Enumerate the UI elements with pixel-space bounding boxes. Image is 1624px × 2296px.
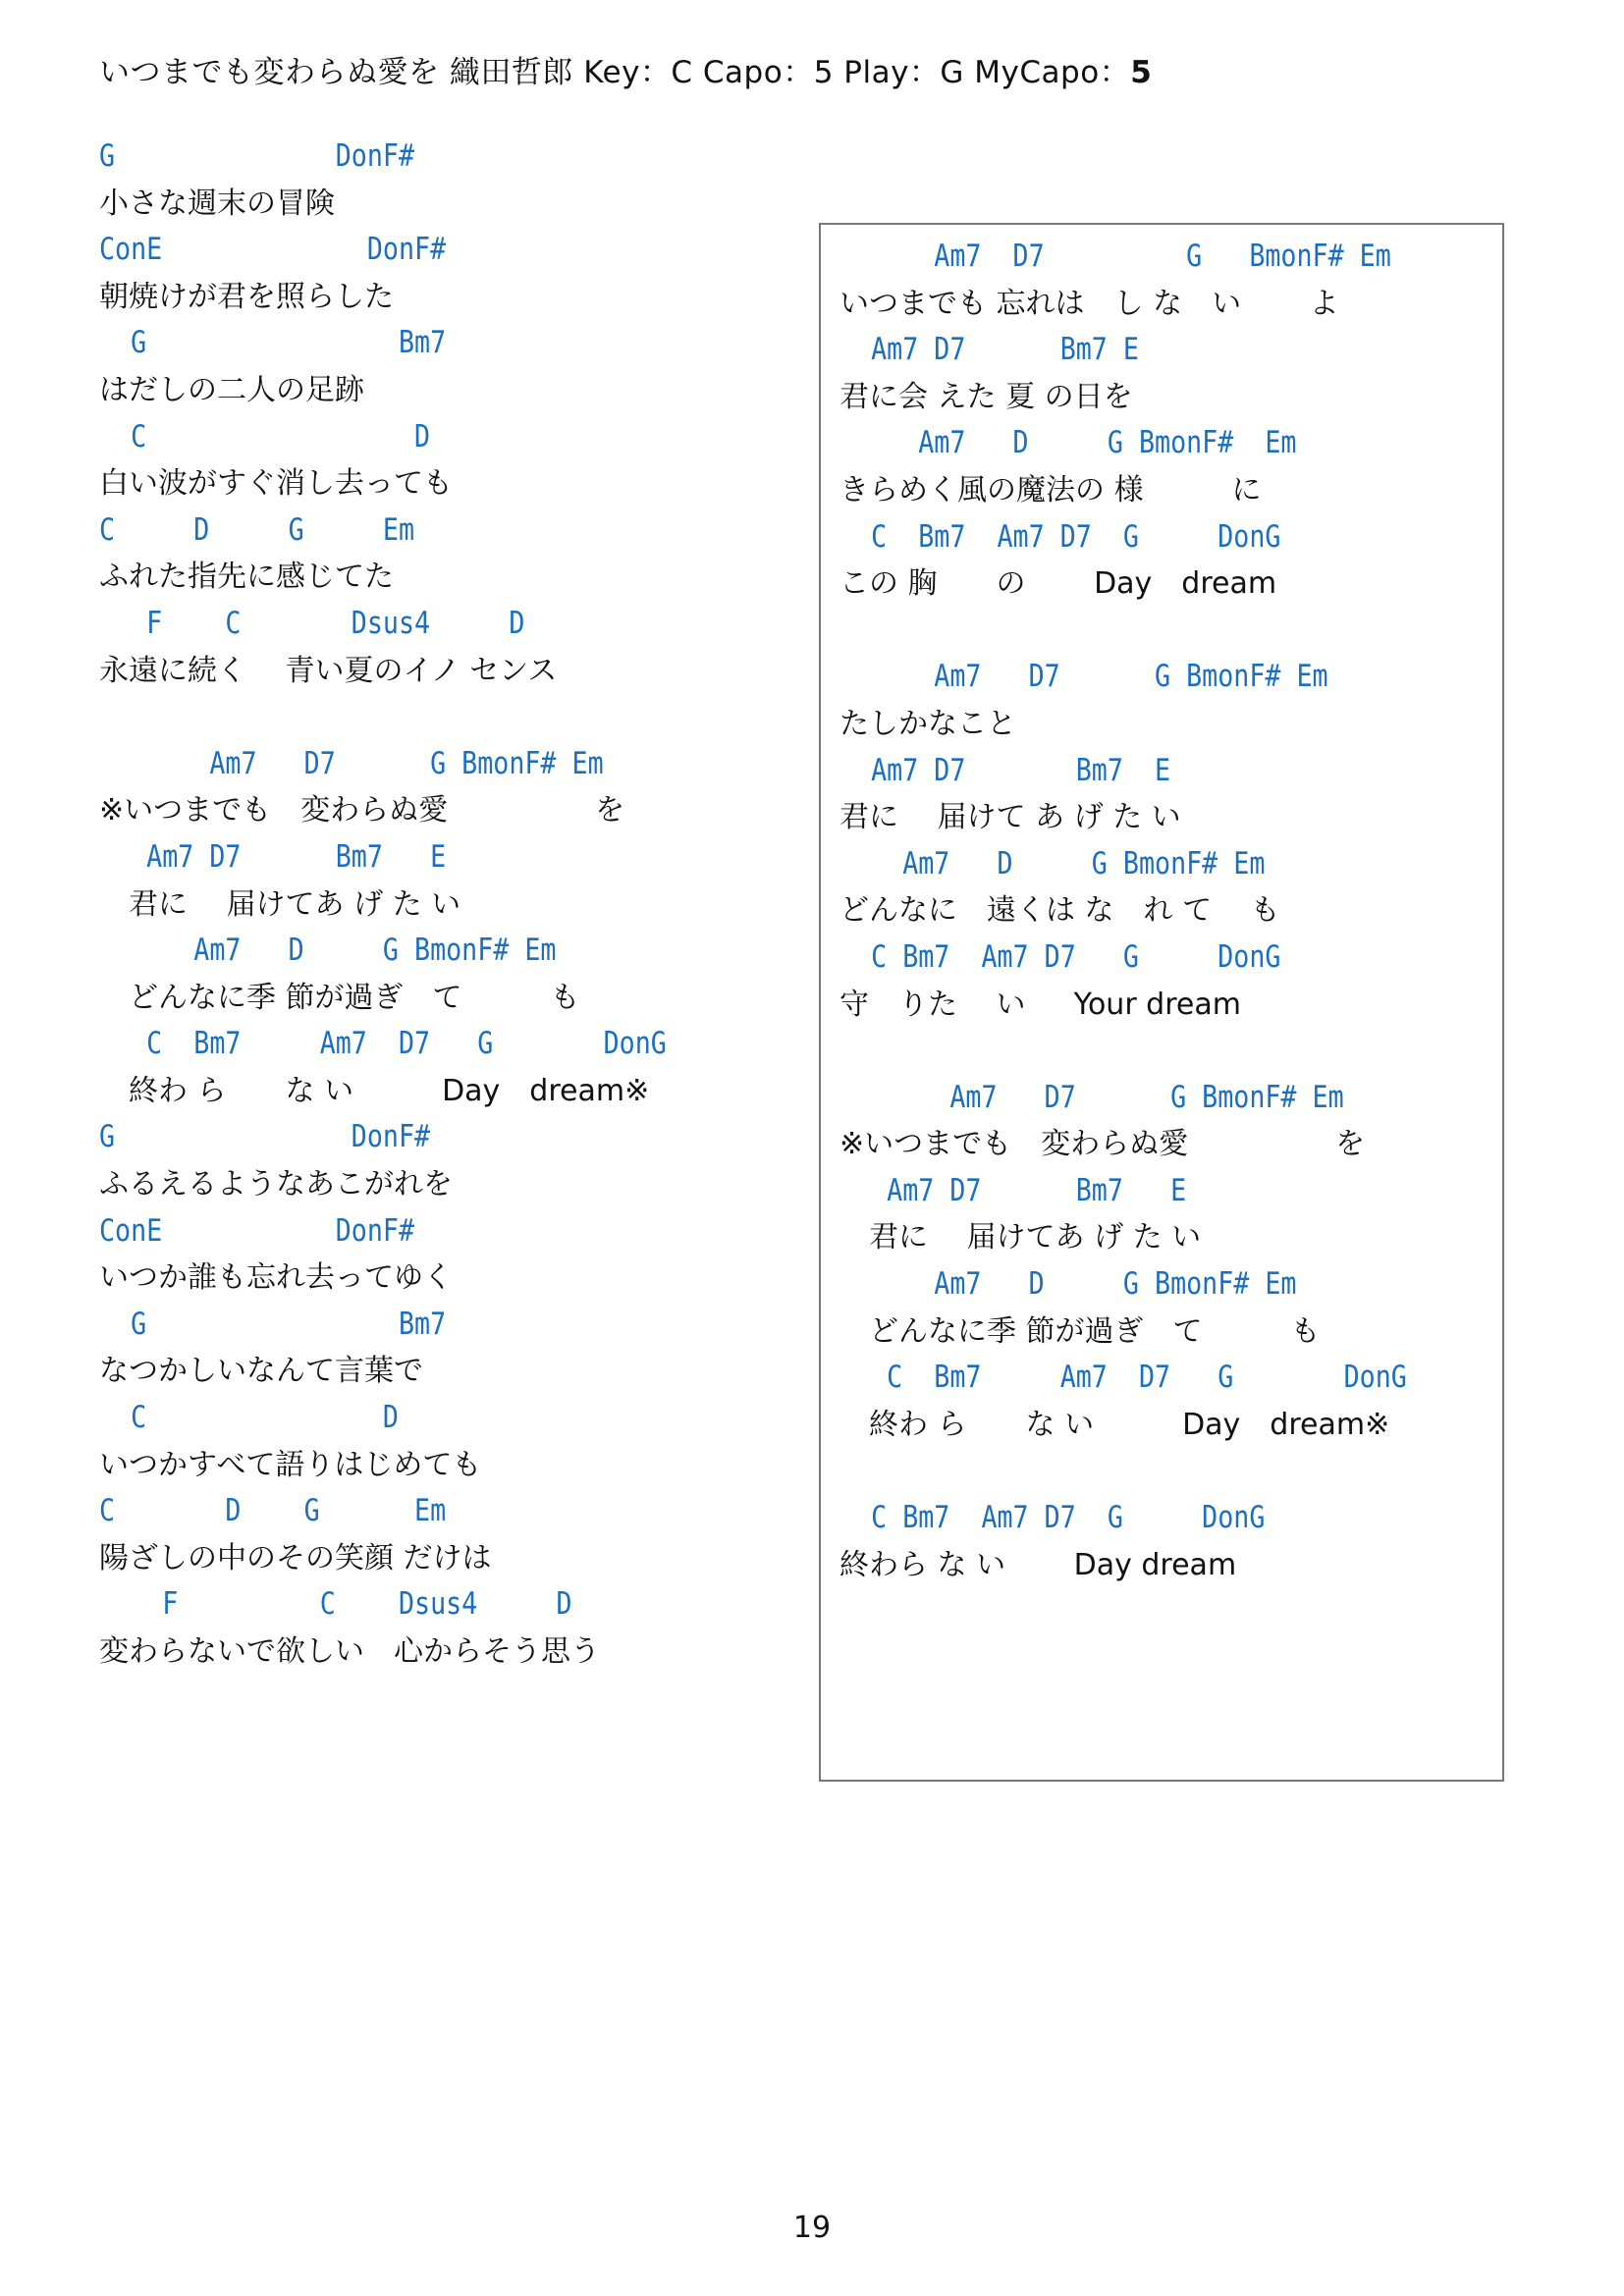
- chord-row: [839, 1168, 1497, 1215]
- chord-row: [99, 1488, 786, 1535]
- chord-row: [99, 601, 786, 648]
- lyric-row: [839, 1542, 1497, 1589]
- left-column: [99, 133, 786, 1676]
- lyric-line: たしかなこと: [839, 706, 1016, 741]
- lyric-row: [99, 1161, 786, 1208]
- lyric-line: ※いつまでも 変わらぬ愛 を: [99, 793, 625, 828]
- lyric-row: [99, 787, 786, 834]
- lyric-row: [839, 467, 1497, 514]
- lyric-row: [99, 1535, 786, 1582]
- lyric-line: ふるえるようなあこがれを: [99, 1167, 453, 1202]
- chord-line: C Bm7 Am7 D7 G DonG: [839, 1360, 1407, 1396]
- chord-row: [839, 1261, 1497, 1308]
- chord-row: [99, 1581, 786, 1629]
- song-title-line: いつまでも変わらぬ愛を 織田哲郎 Key：C Capo：5 Play：G MyCapo：: [99, 55, 1131, 90]
- lyric-line: ※いつまでも 変わらぬ愛 を: [839, 1127, 1366, 1162]
- chord-line: Am7 D G BmonF# Em: [839, 1266, 1297, 1303]
- lyric-row: [99, 1255, 786, 1302]
- chord-line: G DonF#: [99, 138, 415, 174]
- chord-line: Am7 D7 Bm7 E: [839, 1172, 1187, 1208]
- lyric-line: 終わら な い Day dream: [839, 1547, 1237, 1582]
- chord-row: [839, 420, 1497, 467]
- lyric-row: [99, 460, 786, 507]
- lyric-line: この 胸 の Day dream: [839, 566, 1277, 602]
- chord-row: [839, 841, 1497, 888]
- chord-line: Am7 D7 G BmonF# Em: [99, 745, 604, 781]
- chord-line: Am7 D7 Bm7 E: [99, 838, 447, 875]
- lyric-row: [839, 982, 1497, 1029]
- lyric-row: [99, 1629, 786, 1676]
- lyric-row: [839, 701, 1497, 748]
- mycapo-value: 5: [1130, 55, 1153, 90]
- chord-line: G DonF#: [99, 1119, 431, 1155]
- chord-row: [99, 227, 786, 274]
- chord-line: F C Dsus4 D: [99, 1586, 572, 1623]
- chord-line: Am7 D7 Bm7 E: [839, 752, 1171, 788]
- chord-row: [99, 928, 786, 975]
- lyric-row: [99, 274, 786, 321]
- chord-line: Am7 D G BmonF# Em: [839, 425, 1297, 461]
- lyric-row: [839, 887, 1497, 934]
- chord-row: [839, 1075, 1497, 1122]
- lyric-row: [99, 1348, 786, 1395]
- lyric-line: いつか誰も忘れ去ってゆく: [99, 1260, 453, 1296]
- lyric-line: 白い波がすぐ消し去っても: [99, 466, 453, 502]
- lyric-row: [839, 794, 1497, 841]
- chord-line: C Bm7 Am7 D7 G DonG: [839, 518, 1281, 555]
- chord-row: [99, 133, 786, 181]
- lyric-line: 守 りた い Your dream: [839, 987, 1241, 1022]
- lyric-line: いつかすべて語りはじめても: [99, 1447, 482, 1482]
- lyric-line: はだしの二人の足跡: [99, 372, 364, 407]
- chord-line: C Bm7 Am7 D7 G DonG: [99, 1026, 667, 1062]
- lyric-line: 終わ ら な い Day dream※: [99, 1073, 650, 1108]
- lyric-row: [99, 881, 786, 929]
- lyric-line: 終わ ら な い Day dream※: [839, 1407, 1390, 1442]
- chord-line: Am7 D7 G BmonF# Em: [839, 1079, 1344, 1115]
- song-header: [99, 51, 1152, 94]
- chord-line: Am7 D G BmonF# Em: [839, 845, 1266, 881]
- chord-row: [99, 834, 786, 881]
- lyric-row: [839, 1402, 1497, 1449]
- chord-row: [839, 327, 1497, 374]
- chord-row: [99, 507, 786, 555]
- lyric-line: どんなに季 節が過ぎ て も: [99, 980, 580, 1015]
- lyric-row: [99, 975, 786, 1022]
- chord-line: ConE DonF#: [99, 1212, 415, 1249]
- chord-row: [839, 234, 1497, 281]
- lyric-line: いつまでも 忘れは し な い よ: [839, 286, 1339, 321]
- chord-row: [99, 320, 786, 367]
- lyric-line: きらめく風の魔法の 様 に: [839, 472, 1262, 507]
- blank-line: [99, 694, 786, 741]
- lyric-line: 変わらないで欲しい 心からそう思う: [99, 1634, 600, 1669]
- chord-line: G Bm7: [99, 325, 447, 361]
- lyric-line: なつかしいなんて言葉で: [99, 1354, 423, 1389]
- lyric-line: 小さな週末の冒険: [99, 186, 335, 221]
- chord-row: [99, 1021, 786, 1068]
- page-number: 19: [792, 2211, 832, 2245]
- lyric-line: 永遠に続く 青い夏のイノ センス: [99, 653, 558, 688]
- chord-line: Am7 D G BmonF# Em: [99, 933, 557, 969]
- chord-row: [839, 1495, 1497, 1542]
- chord-row: [99, 741, 786, 788]
- chord-row: [99, 1395, 786, 1442]
- chord-line: G Bm7: [99, 1306, 447, 1342]
- lyric-line: 君に 届けてあ げ た い: [99, 886, 461, 922]
- lyric-row: [99, 648, 786, 695]
- lyric-line: どんなに季 節が過ぎ て も: [839, 1313, 1321, 1349]
- chord-row: [839, 748, 1497, 795]
- lyric-line: ふれた指先に感じてた: [99, 560, 394, 595]
- chord-line: C D: [99, 418, 431, 454]
- chord-row: [99, 1114, 786, 1161]
- lyric-row: [99, 1442, 786, 1489]
- chord-line: C D: [99, 1400, 399, 1436]
- lyric-row: [99, 1068, 786, 1115]
- lyric-line: どんなに 遠くは な れ て も: [839, 893, 1280, 929]
- blank-line: [839, 1028, 1497, 1075]
- chord-line: C D G Em: [99, 511, 415, 548]
- lyric-line: 陽ざしの中のその笑顔 だけは: [99, 1540, 492, 1575]
- chord-row: [839, 654, 1497, 701]
- lyric-row: [99, 367, 786, 414]
- lyric-line: 君に 届けてあ げ た い: [839, 1220, 1202, 1255]
- chord-row: [99, 1208, 786, 1255]
- chord-row: [839, 1355, 1497, 1402]
- lyric-row: [839, 1308, 1497, 1356]
- chord-line: C Bm7 Am7 D7 G DonG: [839, 1500, 1266, 1536]
- lyric-row: [839, 374, 1497, 421]
- chord-row: [99, 414, 786, 461]
- blank-line: [839, 1448, 1497, 1495]
- lyric-row: [99, 181, 786, 228]
- chord-line: F C Dsus4 D: [99, 605, 525, 641]
- lyric-line: 君に 届けて あ げ た い: [839, 800, 1181, 835]
- chord-line: Am7 D7 G BmonF# Em: [839, 659, 1328, 695]
- chord-line: C Bm7 Am7 D7 G DonG: [839, 938, 1281, 975]
- lyric-row: [839, 1121, 1497, 1168]
- chord-line: Am7 D7 Bm7 E: [839, 332, 1139, 368]
- lyric-row: [839, 1214, 1497, 1261]
- chord-line: C D G Em: [99, 1493, 447, 1529]
- lyric-row: [99, 554, 786, 601]
- lyric-line: 朝焼けが君を照らした: [99, 279, 394, 314]
- chord-row: [99, 1302, 786, 1349]
- chord-line: ConE DonF#: [99, 232, 447, 268]
- lyric-row: [839, 281, 1497, 328]
- chord-row: [839, 514, 1497, 561]
- blank-line: [839, 608, 1497, 655]
- lyric-row: [839, 561, 1497, 608]
- chord-line: Am7 D7 G BmonF# Em: [839, 239, 1391, 274]
- right-column: [839, 234, 1497, 1588]
- chord-row: [839, 934, 1497, 982]
- lyric-line: 君に会 えた 夏 の日を: [839, 379, 1133, 414]
